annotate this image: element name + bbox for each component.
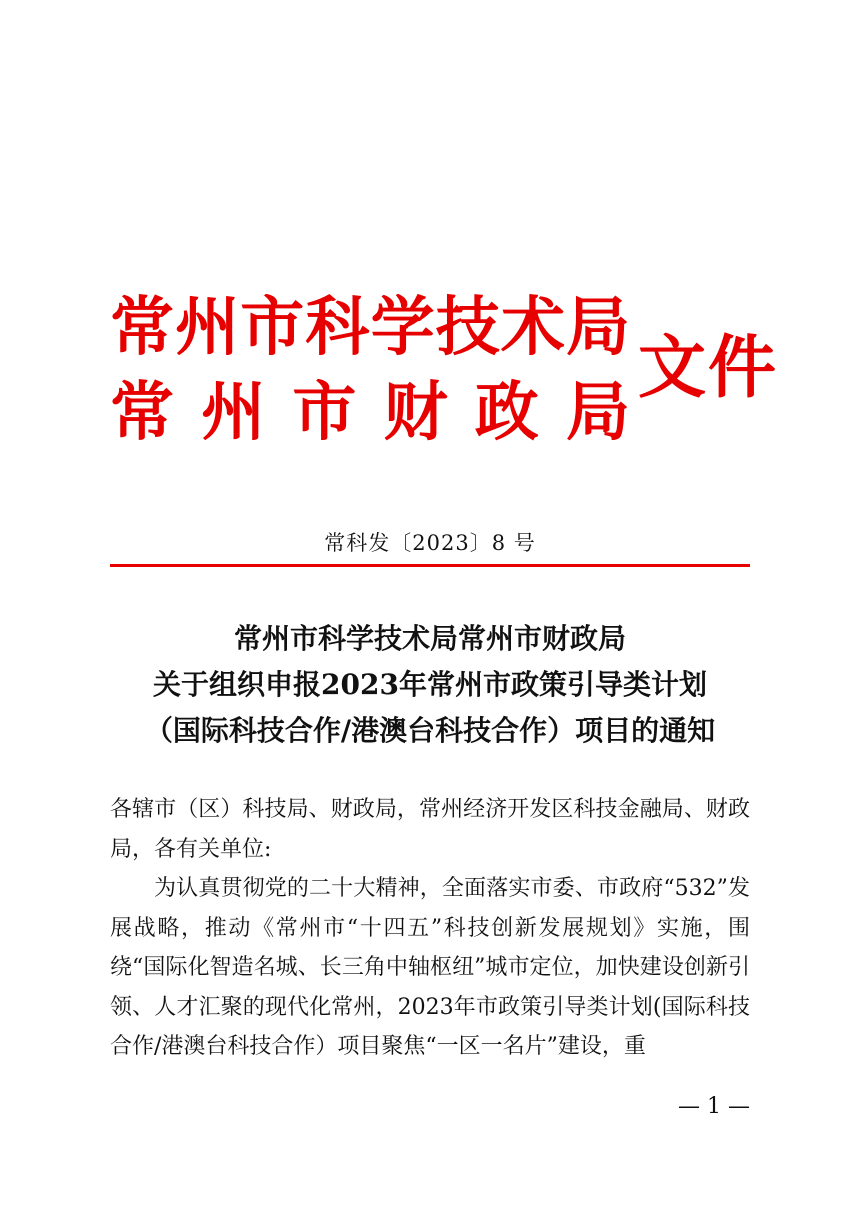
page-number: — 1 — [678, 1094, 750, 1119]
red-divider [110, 564, 750, 567]
document-number: 常科发〔2023〕8 号 [324, 531, 536, 555]
body-paragraph: 为认真贯彻党的二十大精神，全面落实市委、市政府“532”发展战略，推动《常州市“十四五”科技创新发展规划》实施，围绕“国际化智造名城、长三角中轴枢纽”城市定位，加快建设创新引领、人才汇聚的现代化常州，2023年市政策引导类计划(国际科技合作/港澳台科技合作）项目聚焦“一区一名片”建设，重 [110, 876, 750, 1059]
org-char: 局 [565, 375, 630, 450]
org-char: 常 [110, 290, 174, 365]
document-word: 文件 [638, 328, 779, 408]
org-char: 州 [175, 290, 240, 365]
org-char: 学 [370, 290, 435, 365]
document-title [90, 616, 770, 754]
title-line-1: 常州市科学技术局常州市财政局 [233, 622, 626, 655]
salutation: 各辖市（区）科技局、财政局，常州经济开发区科技金融局、财政局，各有关单位: [110, 797, 750, 862]
org-char: 政 [474, 375, 539, 450]
org-char: 市 [292, 375, 357, 450]
org-char: 市 [240, 290, 305, 365]
org-char: 科 [305, 290, 370, 365]
org-char: 技 [435, 290, 500, 365]
org-char: 局 [565, 290, 630, 365]
org-name-finance-bureau [110, 375, 630, 451]
title-line-2: 关于组织申报2023年常州市政策引导类计划 [153, 668, 707, 701]
org-char: 财 [383, 375, 448, 450]
org-char: 州 [201, 375, 266, 450]
document-body [110, 790, 750, 1067]
org-char: 术 [500, 290, 565, 365]
org-name-science-bureau [110, 290, 630, 366]
title-line-3: （国际科技合作/港澳台科技合作）项目的通知 [144, 714, 716, 747]
org-char: 常 [110, 375, 174, 450]
